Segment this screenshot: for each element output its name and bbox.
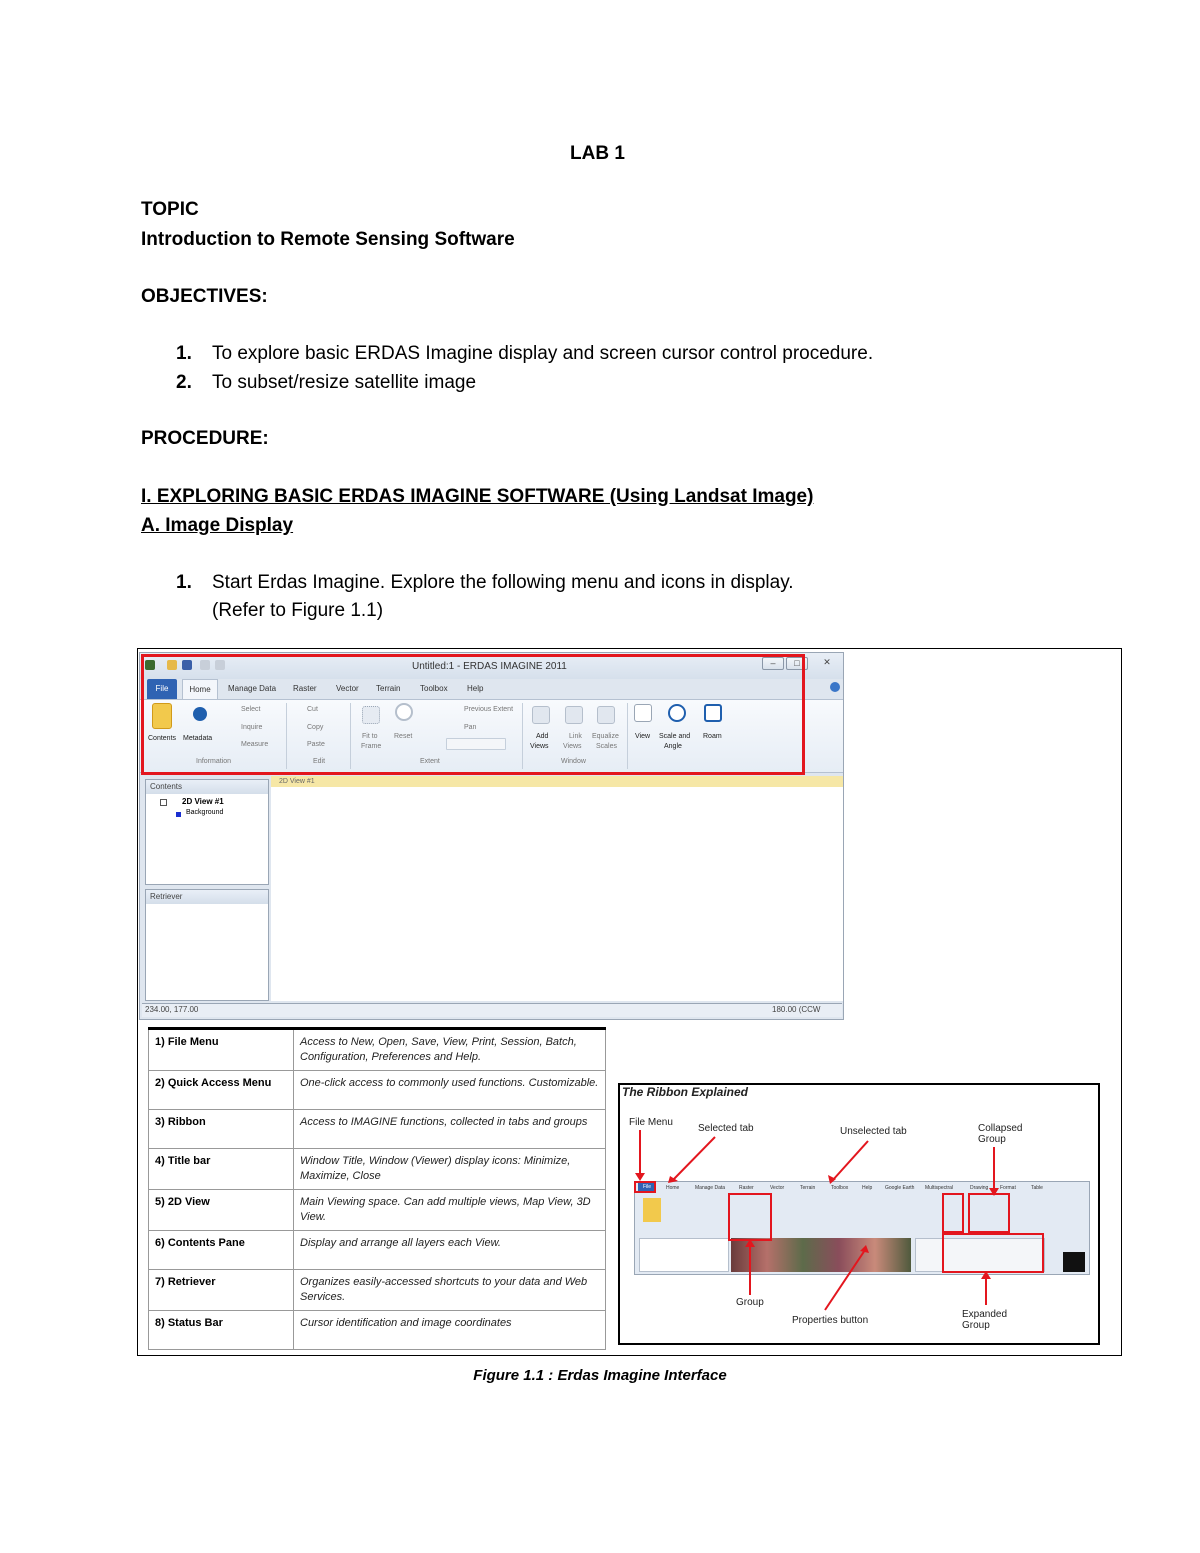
close-icon: ✕	[823, 657, 831, 667]
legend-description: Cursor identification and image coordinates	[294, 1311, 606, 1350]
arrow-unselected-tab	[832, 1141, 868, 1181]
mini-tab-raster: Raster	[739, 1185, 754, 1191]
ribbon-pan-label: Pan	[464, 724, 477, 731]
callout-group: Group	[736, 1297, 764, 1308]
callout-file-menu: File Menu	[629, 1117, 673, 1128]
table-row	[149, 1270, 606, 1311]
callout-expanded-group: Group	[962, 1320, 990, 1331]
mini-tab-vector: Vector	[770, 1185, 785, 1191]
table-row	[149, 1231, 606, 1270]
minimize-icon: –	[762, 657, 784, 670]
status-bar	[142, 1003, 842, 1017]
help-icon	[830, 682, 840, 692]
background-layer-label: Background	[186, 809, 224, 816]
ribbon-frame-label: Frame	[361, 743, 382, 750]
view-node-label: 2D View #1	[182, 797, 224, 806]
arrowhead	[635, 1173, 645, 1181]
table-row	[149, 1071, 606, 1110]
ribbon-scales-label: Scales	[596, 743, 618, 750]
objective-1-number: 1.	[176, 343, 192, 364]
ribbon-previous-extent-label: Previous Extent	[464, 706, 514, 713]
ribbon-reset-label: Reset	[394, 733, 413, 740]
callout-collapsed: Collapsed	[978, 1123, 1023, 1134]
objective-1-text: To explore basic ERDAS Imagine display and screen cursor control procedure.	[212, 343, 874, 364]
legend-description: Access to IMAGINE functions, collected in tabs and groups	[294, 1110, 606, 1149]
topic-label: TOPIC	[141, 199, 199, 220]
mini-tab-table: Table	[1031, 1185, 1043, 1191]
window-title: Untitled:1 - ERDAS IMAGINE 2011	[412, 661, 567, 672]
ribbon-add-views-label: Views	[530, 743, 549, 750]
ribbon-measure-label: Measure	[241, 741, 269, 748]
group-extent-label: Extent	[420, 758, 440, 765]
retriever-pane-title: Retriever	[146, 890, 268, 904]
tab-file: File	[147, 679, 177, 699]
ribbon-inquire-label: Inquire	[241, 724, 263, 731]
callout-collapsed-group: Group	[978, 1134, 1006, 1145]
figure-caption: Figure 1.1 : Erdas Imagine Interface	[473, 1367, 727, 1384]
arrowhead	[981, 1271, 991, 1279]
layer-swatch-icon	[176, 812, 181, 817]
ribbon-view-label: View	[635, 733, 651, 740]
legend-description: Access to New, Open, Save, View, Print, Session, Batch, Configuration, Preferences and Help.	[294, 1029, 606, 1071]
table-row	[149, 1029, 606, 1071]
view-2d-area	[271, 787, 843, 1001]
table-row	[149, 1311, 606, 1350]
mini-tab-home: Home	[666, 1185, 680, 1191]
tab-help: Help	[467, 684, 484, 693]
ribbon-explained-title: The Ribbon Explained	[622, 1085, 749, 1099]
ribbon-angle-label: Angle	[664, 743, 682, 750]
ribbon-scale-and-label: Scale and	[659, 733, 691, 740]
step-1-number: 1.	[176, 572, 192, 593]
ribbon-add-label: Add	[536, 733, 549, 740]
subsection-heading: A. Image Display	[141, 515, 294, 536]
table-row	[149, 1190, 606, 1231]
ribbon-link-label: Link	[569, 733, 582, 740]
maximize-icon: □	[786, 657, 808, 670]
tab-toolbox: Toolbox	[420, 684, 448, 693]
contents-pane-title: Contents	[146, 780, 268, 794]
mini-tab-format: Format	[1000, 1185, 1016, 1191]
tab-vector: Vector	[336, 684, 359, 693]
ribbon-highlight-box	[141, 654, 805, 775]
mini-tab-multispectral: Multispectral	[925, 1185, 954, 1191]
tab-manage-data: Manage Data	[228, 684, 277, 693]
checkbox-icon	[160, 799, 167, 806]
tab-terrain: Terrain	[376, 684, 401, 693]
tab-home: Home	[182, 679, 218, 699]
legend-term: 5) 2D View	[149, 1190, 294, 1231]
mini-tab-terrain: Terrain	[800, 1185, 816, 1191]
contents-pane	[145, 779, 269, 885]
callout-unselected-tab: Unselected tab	[840, 1126, 907, 1137]
mini-tab-manage-data: Manage Data	[695, 1185, 726, 1191]
legend-term: 4) Title bar	[149, 1149, 294, 1190]
legend-description: Main Viewing space. Can add multiple views, Map View, 3D View.	[294, 1190, 606, 1231]
legend-description: Display and arrange all layers each View.	[294, 1231, 606, 1270]
mini-tab-google-earth: Google Earth	[885, 1185, 915, 1191]
callout-selected-tab: Selected tab	[698, 1123, 754, 1134]
mini-tab-file: File	[638, 1182, 656, 1192]
erdas-screenshot	[139, 652, 844, 1020]
ribbon-roam-label: Roam	[703, 733, 722, 740]
legend-description: One-click access to commonly used functions. Customizable.	[294, 1071, 606, 1110]
arrowhead	[989, 1188, 999, 1196]
ribbon-cut-label: Cut	[307, 706, 318, 713]
view-tab: 2D View #1	[271, 776, 843, 787]
mini-tab-toolbox: Toolbox	[831, 1185, 849, 1191]
legend-term: 1) File Menu	[149, 1029, 294, 1071]
step-1-reference: (Refer to Figure 1.1)	[212, 600, 384, 621]
group-window-label: Window	[561, 758, 586, 765]
arrow-properties	[825, 1250, 865, 1310]
ribbon-copy-label: Copy	[307, 724, 324, 731]
arrowhead	[860, 1245, 869, 1253]
table-row	[149, 1149, 606, 1190]
arrow-selected-tab	[672, 1137, 715, 1181]
ribbon-link-views-label: Views	[563, 743, 582, 750]
mini-tab-drawing: Drawing	[970, 1185, 989, 1191]
ribbon-select-label: Select	[241, 706, 261, 713]
procedure-label: PROCEDURE:	[141, 428, 269, 449]
step-1-text: Start Erdas Imagine. Explore the following menu and icons in display.	[212, 572, 794, 593]
group-edit-label: Edit	[313, 758, 326, 765]
legend-description: Organizes easily-accessed shortcuts to your data and Web Services.	[294, 1270, 606, 1311]
callout-properties-button: Properties button	[792, 1315, 869, 1326]
legend-description: Window Title, Window (Viewer) display icons: Minimize, Maximize, Close	[294, 1149, 606, 1190]
topic-title: Introduction to Remote Sensing Software	[141, 229, 515, 250]
ribbon-equalize-label: Equalize	[592, 733, 619, 740]
group-information-label: Information	[196, 758, 232, 765]
legend-term: 7) Retriever	[149, 1270, 294, 1311]
legend-table	[148, 1027, 606, 1350]
tab-raster: Raster	[293, 684, 317, 693]
mini-tab-help: Help	[862, 1185, 873, 1191]
ribbon-paste-label: Paste	[307, 741, 325, 748]
legend-term: 2) Quick Access Menu	[149, 1071, 294, 1110]
ribbon-explained-panel	[618, 1083, 1100, 1345]
arrowhead	[828, 1175, 836, 1184]
status-rotation: 180.00 (CCW	[772, 1005, 821, 1014]
legend-term: 3) Ribbon	[149, 1110, 294, 1149]
ribbon-metadata-label: Metadata	[183, 735, 213, 742]
legend-term: 8) Status Bar	[149, 1311, 294, 1350]
lab-title: LAB 1	[570, 143, 625, 164]
status-coordinates: 234.00, 177.00	[145, 1005, 199, 1014]
table-row	[149, 1110, 606, 1149]
section-heading: I. EXPLORING BASIC ERDAS IMAGINE SOFTWARE (Using Landsat Image)	[141, 486, 814, 507]
objective-2-number: 2.	[176, 372, 192, 393]
objectives-label: OBJECTIVES:	[141, 286, 268, 307]
ribbon-fit-to-label: Fit to	[362, 733, 378, 740]
ribbon-contents-label: Contents	[148, 735, 177, 742]
legend-term: 6) Contents Pane	[149, 1231, 294, 1270]
objective-2-text: To subset/resize satellite image	[212, 372, 477, 393]
retriever-pane	[145, 889, 269, 1001]
callout-arrows	[620, 1085, 1102, 1347]
arrowhead	[745, 1239, 755, 1247]
callout-expanded: Expanded	[962, 1309, 1008, 1320]
